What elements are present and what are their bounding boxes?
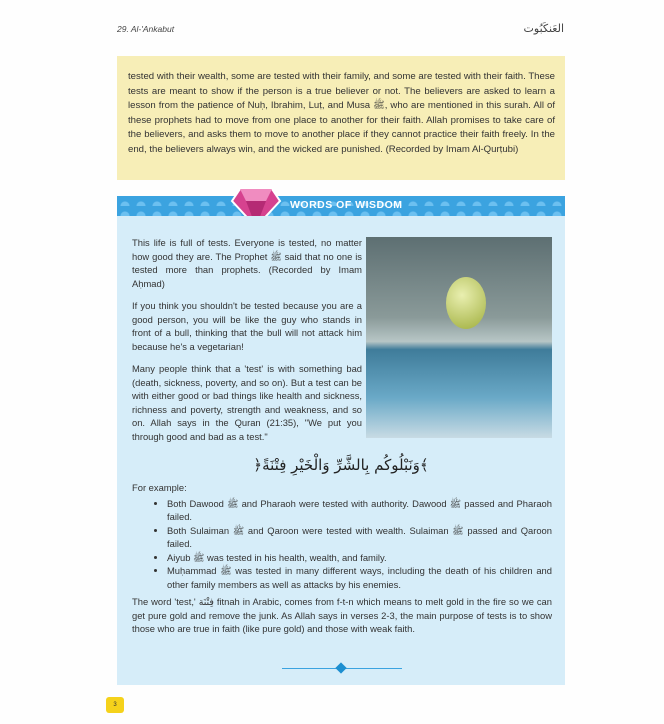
page-number: 3 bbox=[106, 697, 124, 713]
diamond-icon bbox=[335, 662, 346, 673]
list-item: • Aiyub ﷺ was tested in his health, wealth, and family. bbox=[167, 551, 552, 565]
wisdom-title: WORDS OF WISDOM bbox=[290, 199, 403, 211]
example-label: For example: bbox=[132, 482, 187, 493]
examples-list bbox=[132, 497, 552, 592]
quran-verse: ﴿وَنَبْلُوكُم بِالشَّرِّ وَالْخَيْرِ فِتْنَةً﴾ bbox=[253, 456, 429, 474]
list-item: • Both Dawood ﷺ and Pharaoh were tested with authority. Dawood ﷺ passed and Pharaoh failed. bbox=[167, 497, 552, 524]
egg-shape bbox=[446, 277, 486, 329]
ornament-divider bbox=[282, 664, 402, 672]
list-item: • Both Sulaiman ﷺ and Qaroon were tested with wealth. Sulaiman ﷺ passed and Qaroon failed. bbox=[167, 524, 552, 551]
paragraph: This life is full of tests. Everyone is tested, no matter how good they are. The Prophet ﷺ said that no one is tested more than prophets. (Recorded by Imam Aḥmad) bbox=[132, 237, 362, 289]
wisdom-column bbox=[132, 236, 362, 452]
wisdom-box bbox=[117, 216, 565, 685]
paragraph: If you think you shouldn't be tested because you are a good person, you will be like the guy who stands in front of a bull, thinking that the bull will not attack him because he's a vegetarian! bbox=[132, 300, 362, 352]
list-item: • Muḥammad ﷺ was tested in many different ways, including the death of his children and other family members as well as attacks by his enemies. bbox=[167, 564, 552, 591]
intro-box bbox=[117, 56, 565, 180]
intro-text: tested with their wealth, some are tested with their family, and some are tested with their faith. These tests are meant to show if the person is a true believer or not. The believers are asked to learn a lesson from the patience of Nuḥ, Ibrahim, Luṭ, and Musa ﷺ, who are mentioned in this surah. All of these prophets had to move from one place to another for their faith. Allah promises to take care of the believers, and asks them to move to another place if they cannot practice their faith freely. In the end, the believers always win, and the wicked are punished. (Recorded by Imam Al-Qurṭubi) bbox=[128, 71, 556, 155]
arabic-chapter-title: العَنكَبُوت bbox=[523, 22, 564, 35]
tightrope-egg-illustration bbox=[366, 237, 552, 438]
closing-paragraph: The word 'test,' فِتْنَة fitnah in Arabic, comes from f-t-n which means to melt gold in the fire so we can get pure gold and remove the junk. As Allah says in verses 2-3, the main purpose of tests is to show those who are true in faith (like pure gold) and those with weak faith. bbox=[132, 596, 552, 634]
paragraph: Many people think that a 'test' is with something bad (death, sickness, poverty, and so on). But a test can be with either good or bad things like health and sickness, richness and poverty, strength and weakness, and so on. Allah says in the Quran (21:35), "We put you through good and bad as a test." bbox=[132, 363, 362, 442]
examples-section bbox=[132, 481, 552, 636]
chapter-header: 29. Al-'Ankabut bbox=[117, 24, 175, 34]
